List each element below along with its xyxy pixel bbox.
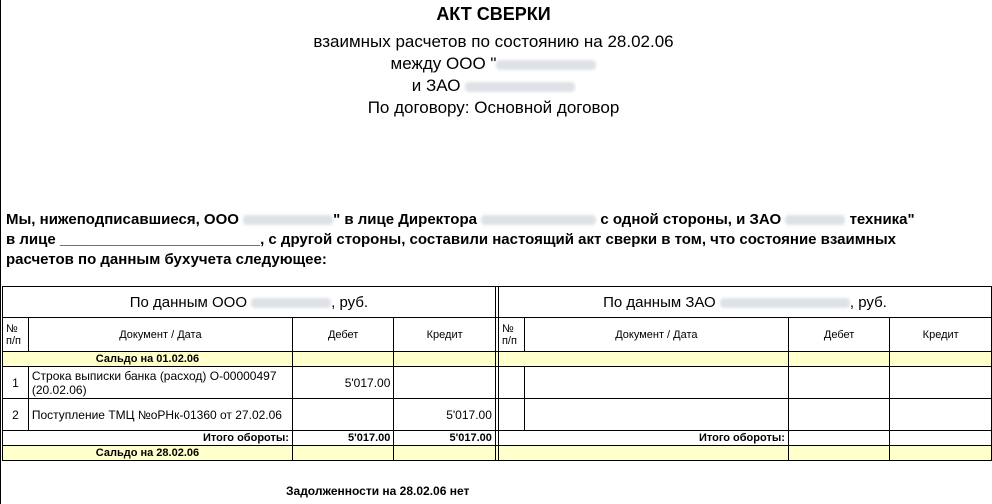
redacted-name [785, 215, 845, 225]
totals-debit: 5'017.00 [292, 431, 393, 446]
paragraph-part: " в лице Директора [333, 211, 477, 228]
between-line [0, 53, 987, 75]
paragraph-part: Мы, нижеподписавшиеся, ООО [6, 211, 239, 228]
totals-credit: 5'017.00 [394, 431, 495, 446]
between-prefix: между ООО " [390, 54, 497, 73]
redacted-name [481, 215, 596, 225]
col-debit: Дебет [788, 318, 889, 352]
col-doc: Документ / Дата [524, 318, 788, 352]
right-totals-label: Итого обороты: [498, 431, 788, 446]
saldo-start: Сальдо на 01.02.06 [3, 352, 293, 367]
col-debit: Дебет [292, 318, 393, 352]
col-credit: Кредит [890, 318, 992, 352]
col-num: № п/п [3, 318, 29, 352]
and-prefix: и ЗАО [411, 76, 461, 95]
reconciliation-table [2, 286, 992, 461]
left-header: По данным ООО , руб. [3, 287, 496, 318]
intro-paragraph [6, 210, 926, 270]
paragraph-part: с одной стороны, и ЗАО [600, 211, 782, 228]
contract-line: По договору: Основной договор [367, 98, 620, 117]
col-num: № п/п [498, 318, 524, 352]
redacted-company [465, 82, 575, 92]
right-header: По данным ЗАО , руб. [498, 287, 991, 318]
redacted-name [243, 215, 333, 225]
totals-label: Итого обороты: [3, 431, 293, 446]
paragraph-part: техника" в лице ________________________, с другой стороны, составили настоящий акт сверки в том, что состояние взаимных расчетов по данным бухучета следующее: [6, 211, 915, 268]
subtitle: взаимных расчетов по состоянию на 28.02.06 [313, 32, 674, 51]
document-title: АКТ СВЕРКИ [436, 4, 551, 24]
col-credit: Кредит [394, 318, 495, 352]
saldo-end: Сальдо на 28.02.06 [3, 446, 293, 461]
table-row: 2 Поступление ТМЦ №оРНк-01360 от 27.02.06 5'017.00 [3, 399, 992, 431]
col-doc: Документ / Дата [28, 318, 292, 352]
footer-note: Задолженности на 28.02.06 нет [286, 484, 470, 498]
and-line [0, 75, 987, 97]
redacted-company [496, 60, 596, 70]
table-row: 1 Строка выписки банка (расход) О-00000497 (20.02.06) 5'017.00 [3, 367, 992, 399]
